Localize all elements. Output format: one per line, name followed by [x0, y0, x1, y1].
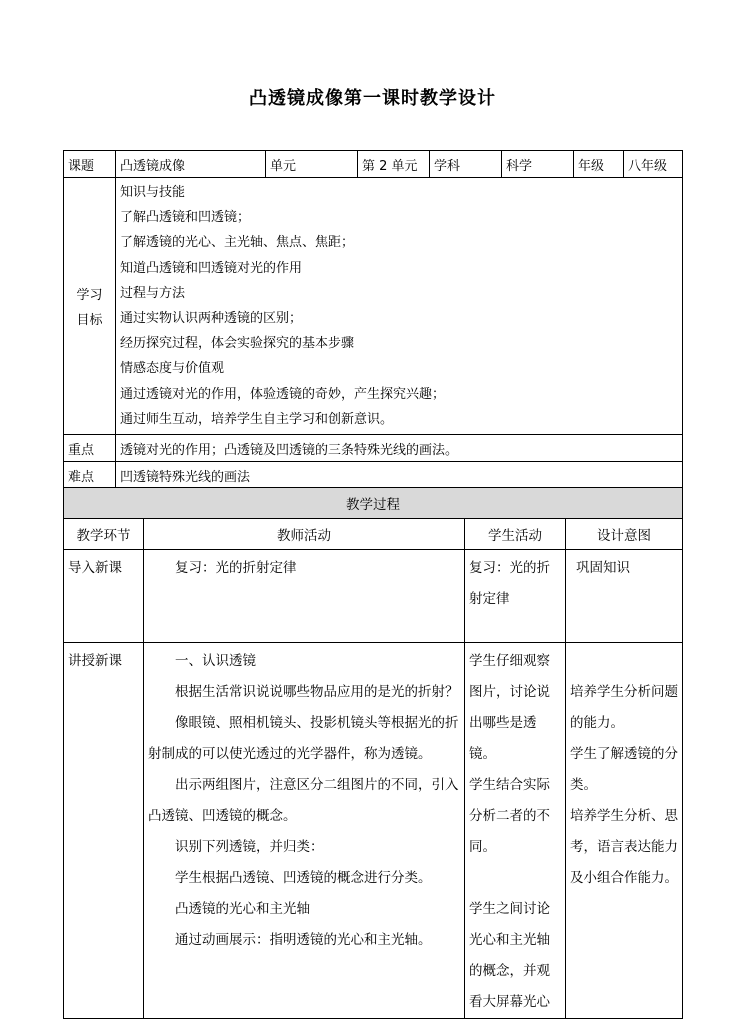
objective-line: 过程与方法	[120, 285, 186, 301]
grade-label: 年级	[574, 151, 624, 178]
objectives-label-line1: 学习	[76, 288, 103, 304]
lecture-teacher	[144, 643, 465, 1019]
lecture-stage: 讲授新课	[64, 643, 144, 1019]
spacer	[570, 646, 678, 677]
document-title: 凸透镜成像第一课时教学设计	[249, 88, 496, 109]
header-teacher: 教师活动	[144, 519, 465, 550]
subject-label: 学科	[430, 151, 502, 178]
spacer	[469, 863, 561, 894]
objectives-row	[64, 178, 683, 435]
objective-line: 通过透镜对光的作用，体验透镜的奇妙，产生探究兴趣；	[120, 386, 446, 402]
objective-line: 通过实物认识两种透镜的区别；	[120, 311, 303, 327]
difficult-point-value: 凹透镜特殊光线的画法	[116, 462, 683, 489]
difficult-point-label: 难点	[64, 462, 116, 489]
lecture-intent	[566, 643, 683, 1019]
header-student: 学生活动	[465, 519, 566, 550]
intro-student: 复习：光的折射定律	[465, 550, 566, 643]
objective-line: 情感态度与价值观	[120, 361, 225, 377]
grade-value: 八年级	[624, 151, 683, 178]
course-value: 凸透镜成像	[116, 151, 266, 178]
info-row	[64, 151, 683, 178]
objectives-content	[116, 178, 683, 435]
intro-stage: 导入新课	[64, 550, 144, 643]
course-label: 课题	[64, 151, 116, 178]
key-point-label: 重点	[64, 435, 116, 462]
teacher-paragraph: 学生根据凸透镜、凹透镜的概念进行分类。	[175, 870, 432, 886]
lesson-info-table	[63, 150, 683, 489]
intent-paragraph: 培养学生分析、思考，语言表达能力及小组合作能力。	[570, 808, 678, 886]
lecture-row	[64, 643, 683, 1019]
teacher-paragraph: 通过动画展示：指明透镜的光心和主光轴。	[175, 932, 432, 948]
header-stage: 教学环节	[64, 519, 144, 550]
key-point-row	[64, 435, 683, 462]
student-paragraph: 学生仔细观察图片，讨论说出哪些是透镜。	[469, 653, 550, 762]
intro-row	[64, 550, 683, 643]
unit-label: 单元	[266, 151, 358, 178]
objective-line: 知道凸透镜和凹透镜对光的作用	[120, 260, 303, 276]
objectives-label	[64, 178, 116, 435]
objectives-label-line2: 目标	[76, 313, 103, 329]
intro-teacher: 复习：光的折射定律	[144, 550, 465, 643]
teacher-paragraph: 出示两组图片，注意区分二组图片的不同，引入凸透镜、凹透镜的概念。	[148, 777, 459, 824]
objective-line: 通过师生互动，培养学生自主学习和创新意识。	[120, 411, 394, 427]
teaching-process-table	[63, 487, 683, 1019]
intent-paragraph: 培养学生分析问题的能力。	[570, 684, 678, 731]
unit-value: 第 2 单元	[358, 151, 430, 178]
process-title-row	[64, 488, 683, 519]
intro-intent: 巩固知识	[566, 550, 683, 643]
teacher-paragraph: 凸透镜的光心和主光轴	[175, 901, 310, 917]
lecture-student	[465, 643, 566, 1019]
objective-line: 知识与技能	[120, 185, 186, 200]
objective-line: 了解凸透镜和凹透镜；	[120, 210, 251, 226]
header-intent: 设计意图	[566, 519, 683, 550]
student-paragraph: 学生之间讨论光心和主光轴的概念，并观看大屏幕光心	[469, 901, 550, 1010]
intent-paragraph: 学生了解透镜的分类。	[570, 746, 678, 793]
key-point-value: 透镜对光的作用；凸透镜及凹透镜的三条特殊光线的画法。	[116, 435, 683, 462]
process-title: 教学过程	[64, 488, 683, 519]
difficult-point-row	[64, 462, 683, 489]
subject-value: 科学	[502, 151, 574, 178]
objective-line: 了解透镜的光心、主光轴、焦点、焦距；	[120, 235, 355, 251]
teacher-paragraph: 根据生活常识说说哪些物品应用的是光的折射？	[175, 684, 459, 700]
teacher-paragraph: 像眼镜、照相机镜头、投影机镜头等根据光的折射制成的可以使光透过的光学器件，称为透镜。	[148, 715, 459, 762]
teacher-paragraph: 识别下列透镜，并归类：	[175, 839, 324, 855]
process-header-row	[64, 519, 683, 550]
objective-line: 经历探究过程，体会实验探究的基本步骤	[120, 336, 355, 352]
student-paragraph: 学生结合实际分析二者的不同。	[469, 777, 550, 855]
teacher-paragraph: 一、认识透镜	[175, 653, 256, 669]
